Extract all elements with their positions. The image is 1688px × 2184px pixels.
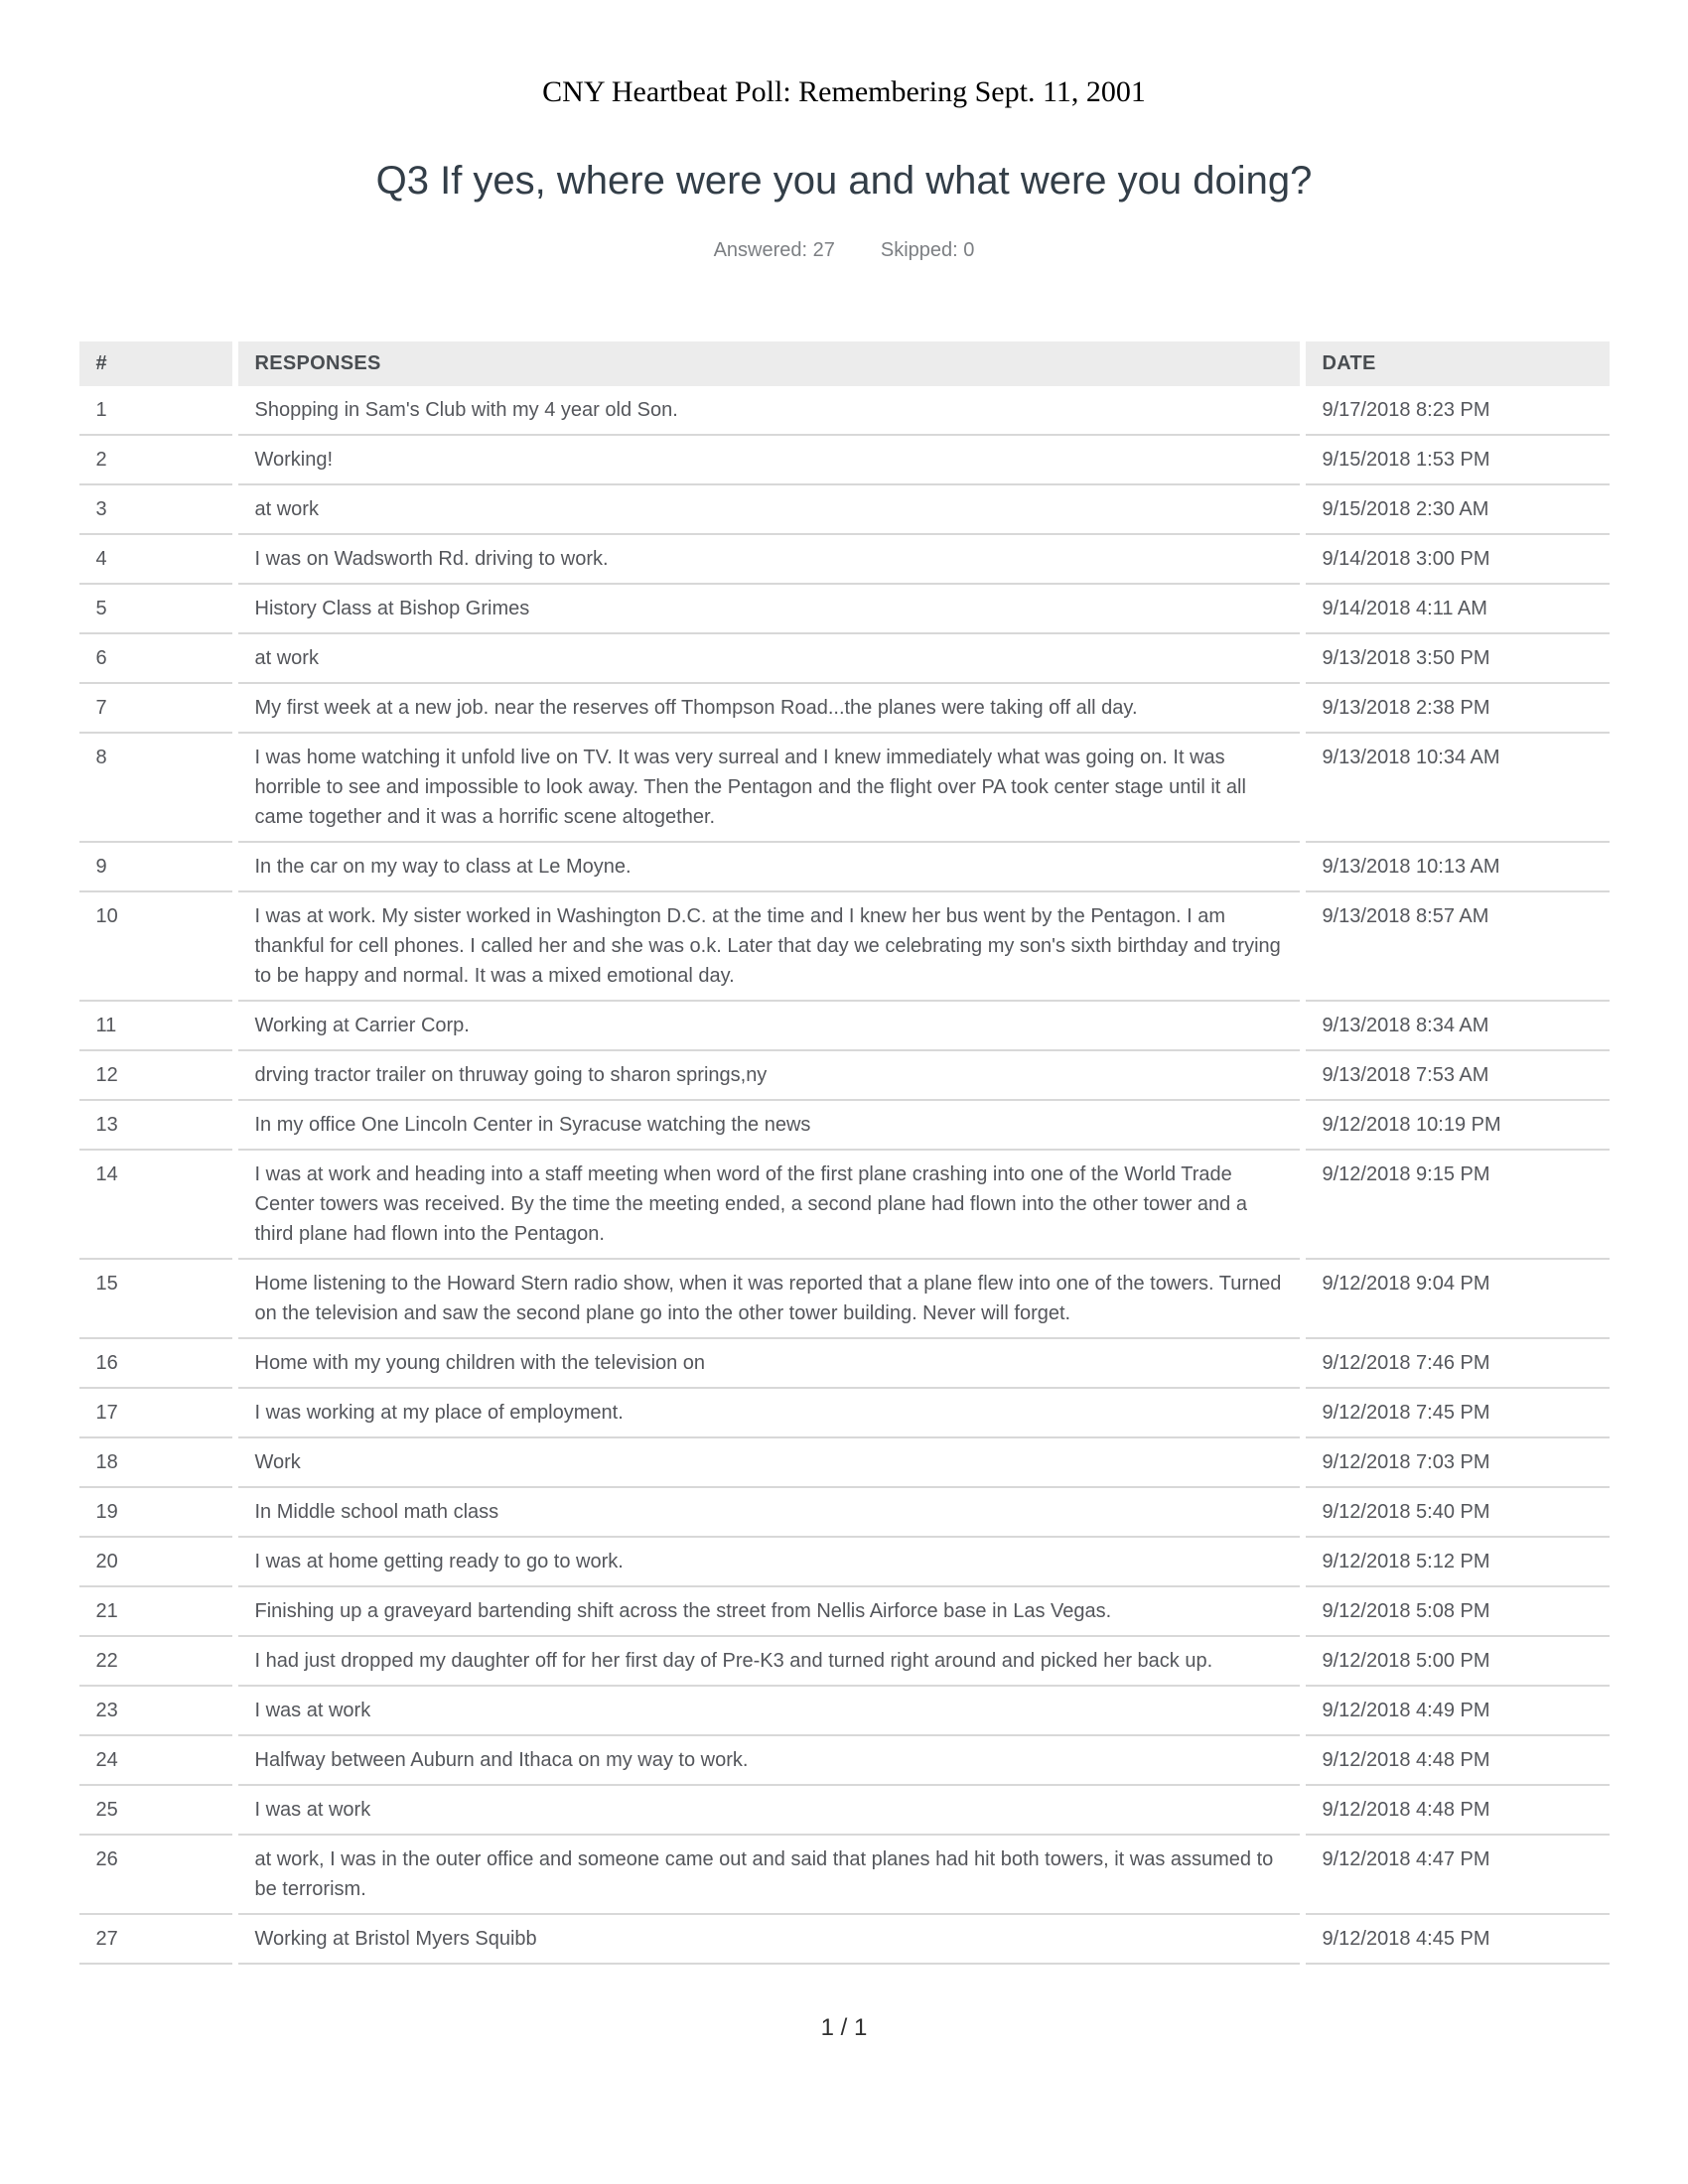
table-row — [79, 1339, 1610, 1389]
column-header-date: DATE — [1306, 341, 1610, 386]
table-row — [79, 892, 1610, 1002]
row-number-cell: 16 — [79, 1339, 232, 1389]
table-row — [79, 1538, 1610, 1587]
response-cell: Working at Carrier Corp. — [238, 1002, 1300, 1051]
answer-stats — [0, 239, 1688, 262]
row-number-cell: 9 — [79, 843, 232, 892]
row-number-cell: 19 — [79, 1488, 232, 1538]
row-number-cell: 7 — [79, 684, 232, 734]
response-cell: Work — [238, 1438, 1300, 1488]
table-row — [79, 634, 1610, 684]
row-number-cell: 6 — [79, 634, 232, 684]
row-number-cell: 27 — [79, 1915, 232, 1965]
table-header — [79, 341, 1610, 386]
response-cell: In the car on my way to class at Le Moyne. — [238, 843, 1300, 892]
table-row — [79, 585, 1610, 634]
row-number-cell: 4 — [79, 535, 232, 585]
table-row — [79, 734, 1610, 843]
table-row — [79, 1587, 1610, 1637]
row-number-cell: 8 — [79, 734, 232, 843]
response-cell: I was at home getting ready to go to work. — [238, 1538, 1300, 1587]
response-cell: at work, I was in the outer office and someone came out and said that planes had hit both towers, it was assumed to be terrorism. — [238, 1836, 1300, 1915]
response-cell: In Middle school math class — [238, 1488, 1300, 1538]
date-cell: 9/12/2018 5:00 PM — [1306, 1637, 1610, 1687]
response-cell: I was at work and heading into a staff meeting when word of the first plane crashing into one of the World Trade Center towers was received. By the time the meeting ended, a second plane had flown into the other tower and a third plane had flown into the Pentagon. — [238, 1151, 1300, 1260]
row-number-cell: 21 — [79, 1587, 232, 1637]
table-header-row — [79, 341, 1610, 386]
table-row — [79, 1260, 1610, 1339]
date-cell: 9/12/2018 4:47 PM — [1306, 1836, 1610, 1915]
row-number-cell: 14 — [79, 1151, 232, 1260]
date-cell: 9/14/2018 3:00 PM — [1306, 535, 1610, 585]
row-number-cell: 24 — [79, 1736, 232, 1786]
response-cell: Working at Bristol Myers Squibb — [238, 1915, 1300, 1965]
date-cell: 9/12/2018 4:48 PM — [1306, 1786, 1610, 1836]
response-cell: I had just dropped my daughter off for her first day of Pre-K3 and turned right around and picked her back up. — [238, 1637, 1300, 1687]
table-row — [79, 1736, 1610, 1786]
table-row — [79, 386, 1610, 436]
table-row — [79, 485, 1610, 535]
response-cell: Home listening to the Howard Stern radio show, when it was reported that a plane flew into one of the towers. Turned on the television and saw the second plane go into the other tower building. Never will forget. — [238, 1260, 1300, 1339]
row-number-cell: 25 — [79, 1786, 232, 1836]
row-number-cell: 18 — [79, 1438, 232, 1488]
table-row — [79, 1687, 1610, 1736]
date-cell: 9/13/2018 2:38 PM — [1306, 684, 1610, 734]
response-cell: I was working at my place of employment. — [238, 1389, 1300, 1438]
response-cell: Finishing up a graveyard bartending shift across the street from Nellis Airforce base in Las Vegas. — [238, 1587, 1300, 1637]
column-header-responses: RESPONSES — [238, 341, 1300, 386]
response-cell: at work — [238, 634, 1300, 684]
date-cell: 9/14/2018 4:11 AM — [1306, 585, 1610, 634]
row-number-cell: 3 — [79, 485, 232, 535]
column-header-number: # — [79, 341, 232, 386]
date-cell: 9/12/2018 7:45 PM — [1306, 1389, 1610, 1438]
row-number-cell: 10 — [79, 892, 232, 1002]
table-row — [79, 1786, 1610, 1836]
response-cell: I was at work. My sister worked in Washington D.C. at the time and I knew her bus went by the Pentagon. I am thankful for cell phones. I called her and she was o.k. Later that day we celebrating my son's sixth birthday and trying to be happy and normal. It was a mixed emotional day. — [238, 892, 1300, 1002]
table-row — [79, 1051, 1610, 1101]
date-cell: 9/13/2018 8:57 AM — [1306, 892, 1610, 1002]
date-cell: 9/13/2018 10:13 AM — [1306, 843, 1610, 892]
row-number-cell: 5 — [79, 585, 232, 634]
date-cell: 9/13/2018 10:34 AM — [1306, 734, 1610, 843]
date-cell: 9/17/2018 8:23 PM — [1306, 386, 1610, 436]
response-cell: I was on Wadsworth Rd. driving to work. — [238, 535, 1300, 585]
row-number-cell: 15 — [79, 1260, 232, 1339]
table-row — [79, 1438, 1610, 1488]
row-number-cell: 13 — [79, 1101, 232, 1151]
row-number-cell: 23 — [79, 1687, 232, 1736]
responses-table-container — [73, 341, 1616, 1965]
date-cell: 9/12/2018 9:15 PM — [1306, 1151, 1610, 1260]
table-row — [79, 1101, 1610, 1151]
response-cell: Shopping in Sam's Club with my 4 year old Son. — [238, 386, 1300, 436]
row-number-cell: 12 — [79, 1051, 232, 1101]
date-cell: 9/12/2018 5:08 PM — [1306, 1587, 1610, 1637]
row-number-cell: 22 — [79, 1637, 232, 1687]
date-cell: 9/12/2018 9:04 PM — [1306, 1260, 1610, 1339]
table-body — [79, 386, 1610, 1965]
skipped-count: Skipped: 0 — [880, 239, 975, 261]
date-cell: 9/12/2018 7:03 PM — [1306, 1438, 1610, 1488]
response-cell: I was at work — [238, 1687, 1300, 1736]
table-row — [79, 1488, 1610, 1538]
date-cell: 9/12/2018 4:49 PM — [1306, 1687, 1610, 1736]
table-row — [79, 1836, 1610, 1915]
response-cell: I was at work — [238, 1786, 1300, 1836]
date-cell: 9/15/2018 1:53 PM — [1306, 436, 1610, 485]
table-row — [79, 1389, 1610, 1438]
row-number-cell: 1 — [79, 386, 232, 436]
date-cell: 9/13/2018 7:53 AM — [1306, 1051, 1610, 1101]
table-row — [79, 1002, 1610, 1051]
response-cell: at work — [238, 485, 1300, 535]
date-cell: 9/12/2018 5:12 PM — [1306, 1538, 1610, 1587]
row-number-cell: 20 — [79, 1538, 232, 1587]
date-cell: 9/12/2018 7:46 PM — [1306, 1339, 1610, 1389]
date-cell: 9/12/2018 5:40 PM — [1306, 1488, 1610, 1538]
response-cell: I was home watching it unfold live on TV. It was very surreal and I knew immediately what was going on. It was horrible to see and impossible to look away. Then the Pentagon and the flight over PA took center stage until it all came together and it was a horrific scene altogether. — [238, 734, 1300, 843]
table-row — [79, 684, 1610, 734]
response-cell: Halfway between Auburn and Ithaca on my way to work. — [238, 1736, 1300, 1786]
table-row — [79, 436, 1610, 485]
date-cell: 9/12/2018 10:19 PM — [1306, 1101, 1610, 1151]
date-cell: 9/13/2018 3:50 PM — [1306, 634, 1610, 684]
row-number-cell: 2 — [79, 436, 232, 485]
row-number-cell: 17 — [79, 1389, 232, 1438]
response-cell: In my office One Lincoln Center in Syracuse watching the news — [238, 1101, 1300, 1151]
response-cell: drving tractor trailer on thruway going to sharon springs,ny — [238, 1051, 1300, 1101]
date-cell: 9/12/2018 4:48 PM — [1306, 1736, 1610, 1786]
report-title: CNY Heartbeat Poll: Remembering Sept. 11, 2001 — [542, 75, 1146, 108]
table-row — [79, 843, 1610, 892]
answered-count: Answered: 27 — [713, 239, 835, 261]
response-cell: Home with my young children with the television on — [238, 1339, 1300, 1389]
row-number-cell: 11 — [79, 1002, 232, 1051]
response-cell: History Class at Bishop Grimes — [238, 585, 1300, 634]
date-cell: 9/15/2018 2:30 AM — [1306, 485, 1610, 535]
page-number-indicator: 1 / 1 — [820, 2014, 868, 2041]
table-row — [79, 535, 1610, 585]
row-number-cell: 26 — [79, 1836, 232, 1915]
responses-table — [73, 341, 1616, 1965]
table-row — [79, 1151, 1610, 1260]
response-cell: Working! — [238, 436, 1300, 485]
question-title: Q3 If yes, where were you and what were you doing? — [375, 159, 1313, 203]
table-row — [79, 1915, 1610, 1965]
date-cell: 9/12/2018 4:45 PM — [1306, 1915, 1610, 1965]
date-cell: 9/13/2018 8:34 AM — [1306, 1002, 1610, 1051]
table-row — [79, 1637, 1610, 1687]
response-cell: My first week at a new job. near the reserves off Thompson Road...the planes were taking off all day. — [238, 684, 1300, 734]
